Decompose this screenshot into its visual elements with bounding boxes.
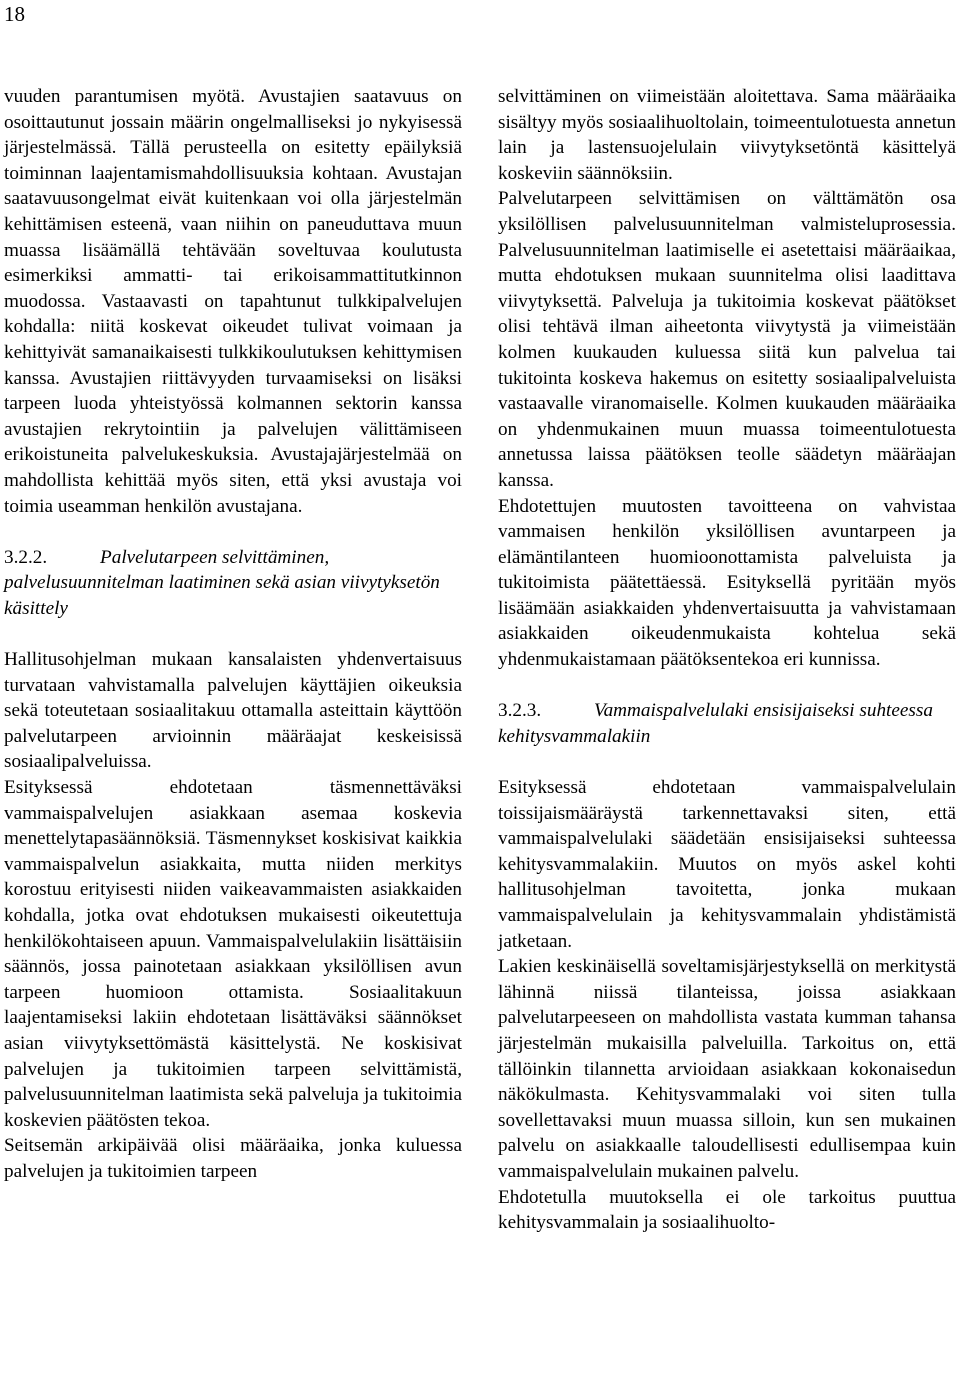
right-paragraph-3: Ehdotettujen muutosten tavoitteena on vahvistaa vammaisen henkilön yksilöllisen avuntarpeen ja elämäntilanteen huomioonottamista palveluista ja tukitoimista päätettäessä. Esityksellä pyritään myös lisäämään asiakkaiden yhdenvertaisuutta ja vahvistamaan asiakkaiden oikeudenmukaista kohtelua sekä yhdenmukaistamaan päätöksentekoa eri kunnissa.: [498, 495, 956, 671]
section-title: Palvelutarpeen selvittäminen, palvelusuunnitelman laatiminen sekä asian viivytyksetön käsittely: [4, 546, 440, 619]
section-heading-3-2-2: [4, 545, 462, 622]
section-number: 3.2.3.: [498, 700, 542, 722]
right-paragraph-4: Esityksessä ehdotetaan vammaispalvelulain toissijaismääräystä tarkennettavaksi siten, että vammaispalvelulaki säädetään ensisijaiseksi suhteessa kehitysvammalakiin. Muutos on myös askel kohti hallitusohjelman tavoitetta, jonka mukaan vammaispalvelulain ja kehitysvammalain yhdistämistä jatketaan.: [498, 777, 956, 952]
right-paragraph-5: Lakien keskinäisellä soveltamisjärjestyksellä on merkitystä lähinnä niissä tilanteissa, joissa asiakkaan palvelutarpeeseen on mahdollista vastata kumman tahansa järjestelmän mukaisilla palveluilla. Tarkoitus on, että tällöinkin tilannetta arvioidaan asiakkaan kokonaisedun näkökulmasta. Kehitysvammalaki voi siten tulla sovellettavaksi muun muassa silloin, kun sen mukainen palvelu on asiakkaalle taloudellisesti edullisempaa kuin vammaispalvelulain mukainen palvelu.: [498, 956, 956, 1182]
right-paragraph-1: selvittäminen on viimeistään aloitettava. Sama määräaika sisältyy myös sosiaalihuoltolain, toimeentulotuesta annetun lain ja lastensuojelulain viivytyksetöntä käsittelyä koskeviin säännöksiin.: [498, 86, 956, 184]
section-title: Vammaispalvelulaki ensisijaiseksi suhteessa kehitysvammalakiin: [498, 700, 933, 747]
section-heading-3-2-3: [498, 698, 956, 749]
left-column: [4, 84, 462, 1185]
left-paragraph-2: Hallitusohjelman mukaan kansalaisten yhdenvertaisuus turvataan vahvistamalla palvelujen käyttäjien oikeuksia sekä toteutetaan sosiaalitakuu ottamalla asteittain käyttöön palvelutarpeen arvioinnin määräajat keskeisissä sosiaalipalveluissa.: [4, 649, 462, 773]
right-paragraph-6: Ehdotetulla muutoksella ei ole tarkoitus puuttua kehitysvammalain ja sosiaalihuolto-: [498, 1186, 956, 1234]
left-paragraph-3: Esityksessä ehdotetaan täsmennettäväksi vammaispalvelujen asiakkaan asemaa koskevia menettelytapasäännöksiä. Täsmennykset koskisivat kaikkia vammaispalvelun asiakkaita, mutta niiden merkitys korostuu erityisesti niiden vaikeavammaisten asiakkaiden kohdalla, jotka ovat ehdotuksen mukaisesti oikeutettuja henkilökohtaiseen apuun. Vammaispalvelulakiin lisättäisiin säännös, jossa painotetaan asiakkaan yksilöllisen avun tarpeen huomioon ottamista. Sosiaalitakuun laajentamiseksi lakiin ehdotetaan lisättäväksi säännökset asian viivytyksettömästä käsittelystä. Ne koskisivat palvelujen ja tukitoimien tarpeen selvittämistä, palvelusuunnitelman laatimista sekä palveluja ja tukitoimia koskevien päätösten tekoa.: [4, 777, 462, 1131]
page-number: 18: [4, 2, 25, 26]
right-paragraph-2: Palvelutarpeen selvittämisen on välttämätön osa yksilöllisen palvelusuunnitelman valmisteluprosessia. Palvelusuunnitelman laatimiselle ei asetettaisi määräaikaa, mutta ehdotuksen mukaan suunnitelma olisi laadittava viivytyksettä. Palveluja ja tukitoimia koskevat päätökset olisi tehtävä ilman aiheetonta viivytystä ja viimeistään kolmen kuukauden kuluessa siitä kun palvelua tai tukitointa koskeva hakemus on esitetty sosiaalipalveluista vastaavalle viranomaiselle. Kolmen kuukauden määräaika on yhdenmukainen muun muassa toimeentulotuesta annetussa laissa päätöksen teolle säädetyn määräajan kanssa.: [498, 188, 956, 491]
left-paragraph-4: Seitsemän arkipäivää olisi määräaika, jonka kuluessa palvelujen ja tukitoimien tarpeen: [4, 1135, 462, 1182]
right-column: [498, 84, 956, 1236]
section-number: 3.2.2.: [4, 546, 48, 568]
left-paragraph-1: vuuden parantumisen myötä. Avustajien saatavuus on osoittautunut jossain määrin ongelmalliseksi jo nykyisessä järjestelmässä. Tällä perusteella on esitetty epäilyksiä toiminnan laajentamismahdollisuuksia kohtaan. Avustajan saatavuusongelmat eivät kuitenkaan voi olla järjestelmän kehittämisen esteenä, vaan niihin on paneuduttava muun muassa lisäämällä tehtävään soveltuvaa koulutusta esimerkiksi ammatti- tai erikoisammattitutkinnon muodossa. Vastaavasti on tapahtunut tulkkipalvelujen kohdalla: niitä koskevat oikeudet tulivat voimaan ja kehittyivät samanaikaisesti tulkkikoulutuksen kehittymisen kanssa. Avustajien riittävyyden turvaamiseksi on lisäksi tarpeen luoda yhteistyössä kolmannen sektorin kanssa avustajien rekrytointiin ja palvelujen välittämiseen erikoistuneita palvelukeskuksia. Avustajajärjestelmää on mahdollista kehittää myös siten, että yksi avustaja voi toimia useamman henkilön avustajana.: [4, 86, 462, 517]
